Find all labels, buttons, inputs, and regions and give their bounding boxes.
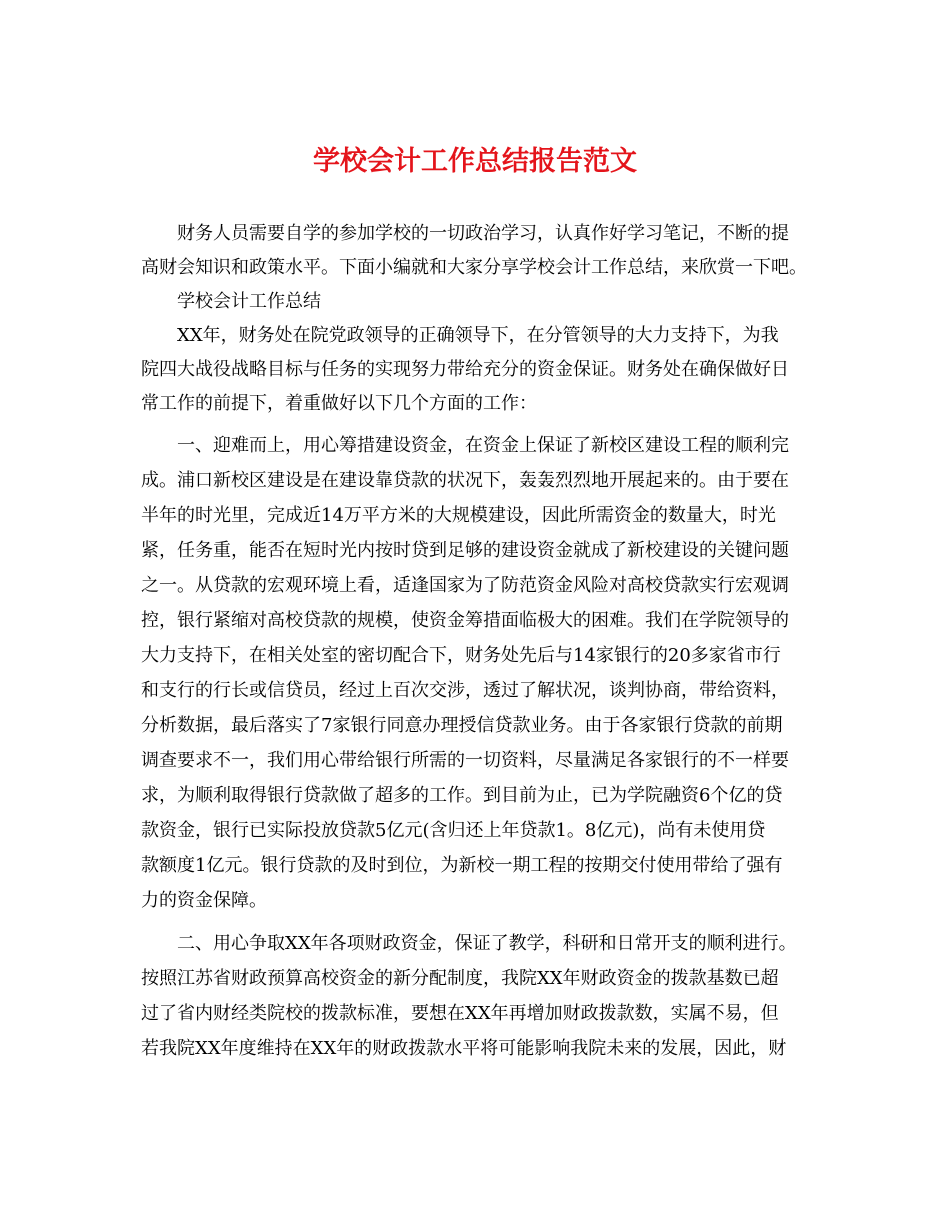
paragraph-line: 力的资金保障。 (141, 890, 267, 911)
paragraph-line: 半年的时光里，完成近14万平方米的大规模建设，因此所需资金的数量大，时光 (141, 505, 776, 526)
paragraph-line: 控，银行紧缩对高校贷款的规模，使资金筹措面临极大的困难。我们在学院领导的 (141, 610, 789, 631)
paragraph-line: 大力支持下，在相关处室的密切配合下，财务处先后与14家银行的20多家省市行 (141, 645, 781, 666)
paragraph-line: 过了省内财经类院校的拨款标准，要想在XX年再增加财政拨款数，实属不易，但 (141, 1003, 779, 1024)
paragraph-line: 财务人员需要自学的参加学校的一切政治学习，认真作好学习笔记，不断的提 (177, 223, 789, 244)
document-title: 学校会计工作总结报告范文 (313, 146, 637, 177)
paragraph-line: 二、用心争取XX年各项财政资金，保证了教学，科研和日常开支的顺利进行。 (177, 933, 797, 954)
paragraph-line: 分析数据，最后落实了7家银行同意办理授信贷款业务。由于各家银行贷款的前期 (141, 715, 783, 736)
paragraph-line: XX年，财务处在院党政领导的正确领导下，在分管领导的大力支持下，为我 (177, 325, 779, 346)
paragraph-line: 常工作的前提下，着重做好以下几个方面的工作： (141, 393, 537, 414)
paragraph-line: 求，为顺利取得银行贷款做了超多的工作。到目前为止，已为学院融资6个亿的贷 (141, 785, 783, 806)
paragraph-line: 款资金，银行已实际投放贷款5亿元(含归还上年贷款1。8亿元)，尚有未使用贷 (141, 820, 766, 841)
paragraph-line: 按照江苏省财政预算高校资金的新分配制度，我院XX年财政资金的拨款基数已超 (141, 968, 779, 989)
paragraph-line: 紧，任务重，能否在短时光内按时贷到足够的建设资金就成了新校建设的关键问题 (141, 540, 789, 561)
paragraph-line: 款额度1亿元。银行贷款的及时到位，为新校一期工程的按期交付使用带给了强有 (141, 855, 783, 876)
paragraph-line: 和支行的行长或信贷员，经过上百次交涉，透过了解状况，谈判协商，带给资料， (141, 680, 789, 701)
paragraph-line: 高财会知识和政策水平。下面小编就和大家分享学校会计工作总结，来欣赏一下吧。 (141, 257, 807, 278)
paragraph-line: 成。浦口新校区建设是在建设靠贷款的状况下，轰轰烈烈地开展起来的。由于要在 (141, 470, 789, 491)
paragraph-line: 之一。从贷款的宏观环境上看，适逢国家为了防范资金风险对高校贷款实行宏观调 (141, 575, 789, 596)
paragraph-line: 一、迎难而上，用心筹措建设资金，在资金上保证了新校区建设工程的顺利完 (177, 435, 789, 456)
paragraph-line: 若我院XX年度维持在XX年的财政拨款水平将可能影响我院未来的发展，因此，财 (141, 1038, 787, 1059)
section-heading: 学校会计工作总结 (177, 291, 321, 312)
paragraph-line: 调查要求不一，我们用心带给银行所需的一切资料，尽量满足各家银行的不一样要 (141, 750, 789, 771)
paragraph-line: 院四大战役战略目标与任务的实现努力带给充分的资金保证。财务处在确保做好日 (141, 359, 789, 380)
